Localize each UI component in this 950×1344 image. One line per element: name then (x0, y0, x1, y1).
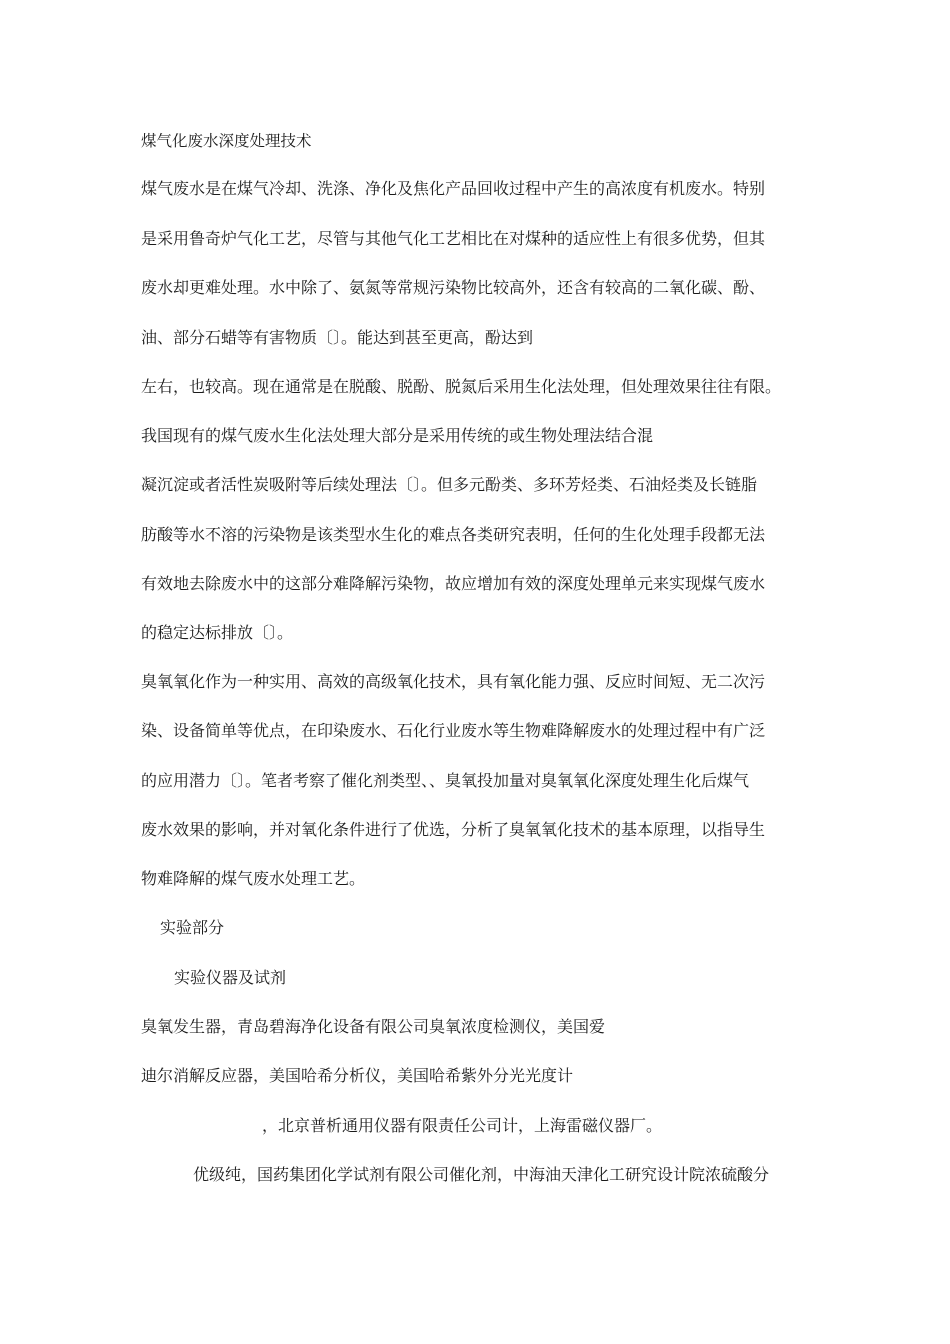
instrument-line: 迪尔消解反应器，美国哈希分析仪，美国哈希紫外分光光度计 (141, 1066, 574, 1085)
document-title: 煤气化废水深度处理技术 (141, 132, 312, 150)
paragraph-line: 凝沉淀或者活性炭吸附等后续处理法〔〕。但多元酚类、多环芳烃类、石油烃类及长链脂 (141, 475, 758, 494)
paragraph-line: 是采用鲁奇炉气化工艺，尽管与其他气化工艺相比在对煤种的适应性上有很多优势，但其 (141, 229, 766, 248)
paragraph-line: 废水效果的影响，并对氧化条件进行了优选，分析了臭氧氧化技术的基本原理，以指导生 (141, 820, 766, 839)
paragraph-line: 我国现有的煤气废水生化法处理大部分是采用传统的或生物处理法结合混 (141, 426, 654, 445)
paragraph-line: 左右，也较高。现在通常是在脱酸、脱酚、脱氮后采用生化法处理，但处理效果往往有限。 (141, 377, 782, 396)
paragraph-line: 废水却更难处理。水中除了、氨氮等常规污染物比较高外，还含有较高的二氧化碳、酚、 (141, 278, 766, 297)
paragraph-line: 有效地去除废水中的这部分难降解污染物，故应增加有效的深度处理单元来实现煤气废水 (141, 574, 766, 593)
instrument-line: 臭氧发生器，青岛碧海净化设备有限公司臭氧浓度检测仪，美国爱 (141, 1017, 606, 1036)
paragraph-line: 的应用潜力〔〕。笔者考察了催化剂类型、、臭氧投加量对臭氧氧化深度处理生化后煤气 (141, 771, 750, 790)
instrument-line: 优级纯，国药集团化学试剂有限公司催化剂，中海油天津化工研究设计院浓硫酸分 (193, 1165, 770, 1184)
paragraph-line: 染、设备简单等优点，在印染废水、石化行业废水等生物难降解废水的处理过程中有广泛 (141, 721, 766, 740)
paragraph-line: 臭氧氧化作为一种实用、高效的高级氧化技术，具有氧化能力强、反应时间短、无二次污 (141, 672, 766, 691)
paragraph-line: 物难降解的煤气废水处理工艺。 (141, 869, 366, 888)
paragraph-line: 煤气废水是在煤气冷却、洗涤、净化及焦化产品回收过程中产生的高浓度有机废水。特别 (141, 179, 766, 198)
paragraph-line: 的稳定达标排放〔〕。 (141, 623, 294, 642)
subsection-heading: 实验仪器及试剂 (174, 968, 287, 987)
section-heading: 实验部分 (160, 918, 225, 937)
paragraph-line: 油、部分石蜡等有害物质〔〕。能达到甚至更高，酚达到 (141, 328, 534, 347)
paragraph-line: 肪酸等水不溶的污染物是该类型水生化的难点各类研究表明，任何的生化处理手段都无法 (141, 525, 766, 544)
instrument-line: ，北京普析通用仪器有限责任公司计，上海雷磁仪器厂。 (262, 1116, 663, 1135)
